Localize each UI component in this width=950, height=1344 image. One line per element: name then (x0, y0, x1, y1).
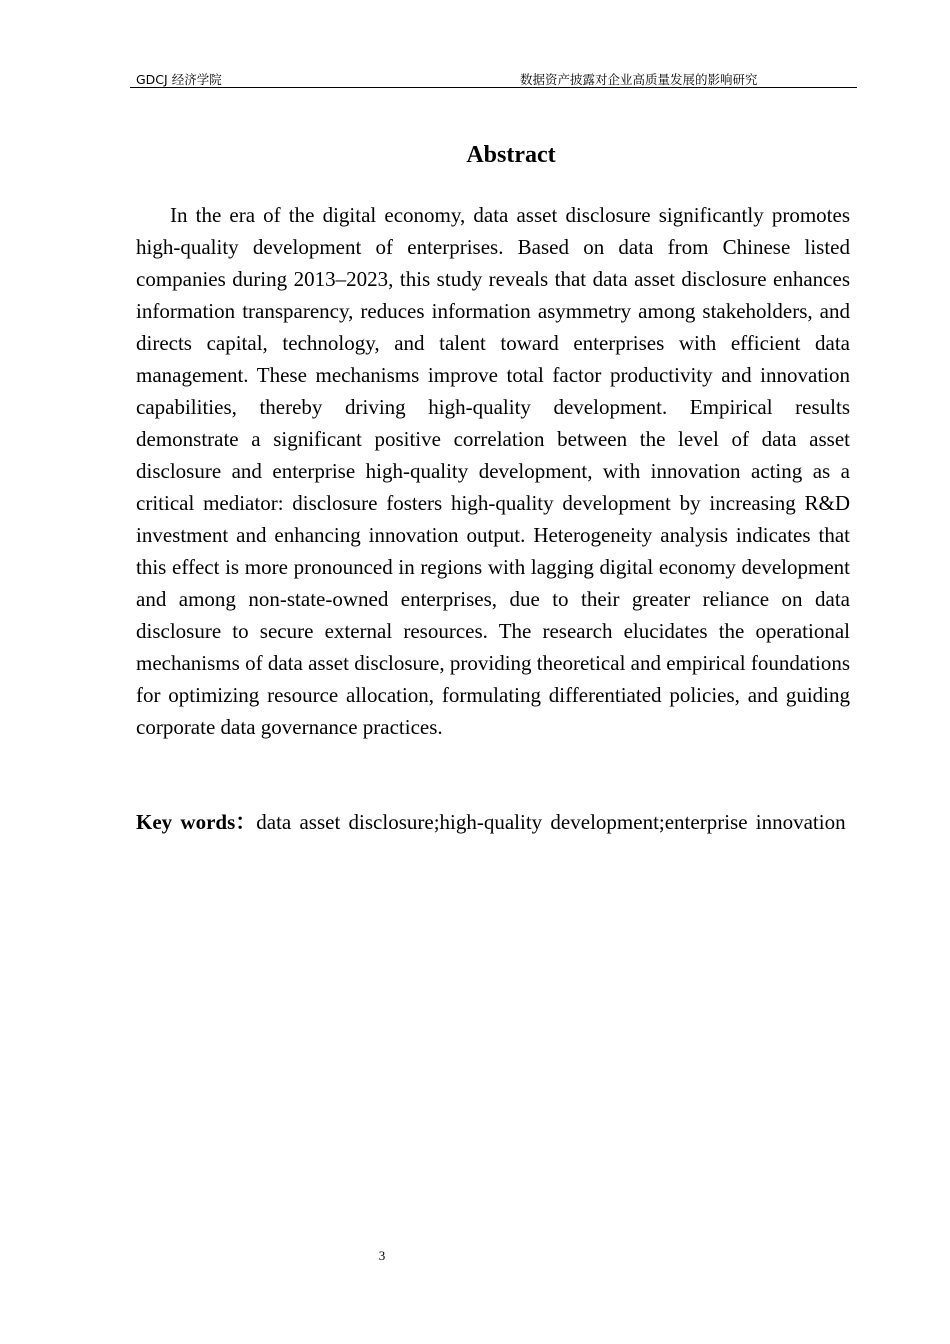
page-header (130, 70, 857, 88)
abstract-title: Abstract (466, 142, 556, 168)
keywords (136, 807, 876, 838)
page-number: 3 (378, 1248, 386, 1263)
keywords-label: Key words： (136, 810, 257, 834)
keywords-text: data asset disclosure;high-quality development;enterprise innovation (256, 810, 846, 834)
header-left: GDCJ 经济学院 (136, 72, 222, 87)
abstract-body: In the era of the digital economy, data asset disclosure significantly promotes high-quality development of enterprises. Based on data from Chinese listed companies during 2013–2023, this study reveals that data asset disclosure enhances information transparency, reduces information asymmetry among stakeholders, and directs capital, technology, and talent toward enterprises with efficient data management. These mechanisms improve total factor productivity and innovation capabilities, thereby driving high-quality development. Empirical results demonstrate a significant positive correlation between the level of data asset disclosure and enterprise high-quality development, with innovation acting as a critical mediator: disclosure fosters high-quality development by increasing R&D investment and enhancing innovation output. Heterogeneity analysis indicates that this effect is more pronounced in regions with lagging digital economy development and among non-state-owned enterprises, due to their greater reliance on data disclosure to secure external resources. The research elucidates the operational mechanisms of data asset disclosure, providing theoretical and empirical foundations for optimizing resource allocation, formulating differentiated policies, and guiding corporate data governance practices. (136, 203, 850, 739)
header-right: 数据资产披露对企业高质量发展的影响研究 (520, 72, 758, 87)
